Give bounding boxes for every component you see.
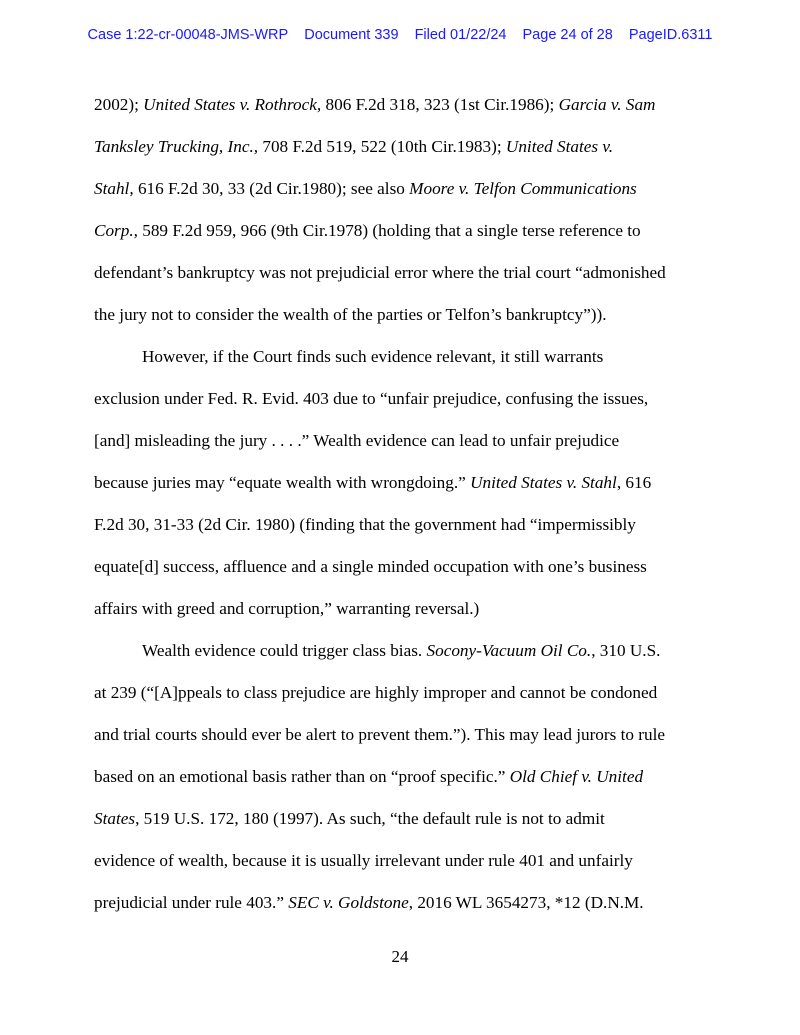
text-segment: , 2016 WL 3654273, *12 (D.N.M. bbox=[408, 893, 644, 912]
case-citation: States bbox=[94, 809, 136, 828]
header-case-number: Case 1:22-cr-00048-JMS-WRP bbox=[87, 27, 289, 43]
text-segment: 589 F.2d 959, 966 (9th Cir.1978) (holding that a single terse reference to bbox=[137, 221, 641, 240]
page-number: 24 bbox=[391, 947, 409, 966]
text-line bbox=[94, 84, 714, 126]
text-segment: based on an emotional basis rather than on “proof specific.” bbox=[94, 767, 510, 786]
text-segment: , 616 bbox=[616, 473, 652, 492]
case-citation: Stahl, bbox=[94, 179, 134, 198]
text-segment: and trial courts should ever be alert to prevent them.”). This may lead jurors to rule bbox=[94, 725, 665, 744]
text-segment: , 519 U.S. 172, 180 (1997). As such, “the default rule is not to admit bbox=[135, 809, 605, 828]
text-line bbox=[94, 798, 714, 840]
header-page-count: Page 24 of 28 bbox=[522, 27, 613, 43]
text-line bbox=[94, 168, 714, 210]
text-line bbox=[94, 252, 714, 294]
text-segment: at 239 (“[A]ppeals to class prejudice are highly improper and cannot be condoned bbox=[94, 683, 658, 702]
text-line bbox=[94, 672, 714, 714]
text-line bbox=[94, 882, 714, 924]
text-line bbox=[94, 294, 714, 336]
case-citation: Garcia v. Sam bbox=[558, 95, 656, 114]
case-header bbox=[0, 27, 800, 43]
text-segment: the jury not to consider the wealth of the parties or Telfon’s bankruptcy”)). bbox=[94, 305, 607, 324]
text-segment: , 310 U.S. bbox=[591, 641, 661, 660]
text-segment: Wealth evidence could trigger class bias. bbox=[142, 641, 427, 660]
header-page-id: PageID.6311 bbox=[628, 27, 713, 43]
text-line bbox=[94, 378, 714, 420]
text-segment: 2002); bbox=[94, 95, 144, 114]
case-citation: SEC v. Goldstone bbox=[288, 893, 409, 912]
case-citation: Tanksley Trucking, Inc., bbox=[94, 137, 259, 156]
text-line bbox=[94, 714, 714, 756]
text-segment: However, if the Court finds such evidence relevant, it still warrants bbox=[142, 347, 604, 366]
text-line bbox=[94, 210, 714, 252]
text-segment: because juries may “equate wealth with wrongdoing.” bbox=[94, 473, 471, 492]
header-filed-date: Filed 01/22/24 bbox=[414, 27, 507, 43]
case-citation: Corp., bbox=[94, 221, 138, 240]
case-citation: Old Chief v. United bbox=[509, 767, 644, 786]
text-segment: F.2d 30, 31-33 (2d Cir. 1980) (finding that the government had “impermissibly bbox=[94, 515, 636, 534]
text-segment: 616 F.2d 30, 33 (2d Cir.1980); see also bbox=[133, 179, 410, 198]
text-segment: 708 F.2d 519, 522 (10th Cir.1983); bbox=[258, 137, 506, 156]
text-line bbox=[94, 756, 714, 798]
case-citation: Moore v. Telfon Communications bbox=[409, 179, 637, 198]
text-segment: 806 F.2d 318, 323 (1st Cir.1986); bbox=[321, 95, 559, 114]
text-line bbox=[94, 462, 714, 504]
text-segment: [and] misleading the jury . . . .” Wealth evidence can lead to unfair prejudice bbox=[94, 431, 620, 450]
case-citation: United States v. Rothrock, bbox=[143, 95, 322, 114]
header-document-number: Document 339 bbox=[304, 27, 399, 43]
text-line bbox=[94, 336, 714, 378]
document-body bbox=[94, 84, 714, 924]
case-citation: Socony-Vacuum Oil Co. bbox=[426, 641, 592, 660]
text-segment: evidence of wealth, because it is usually irrelevant under rule 401 and unfairly bbox=[94, 851, 633, 870]
text-line bbox=[94, 588, 714, 630]
case-citation: United States v. bbox=[505, 137, 613, 156]
text-line bbox=[94, 126, 714, 168]
case-citation: United States v. Stahl bbox=[470, 473, 617, 492]
text-line bbox=[94, 630, 714, 672]
text-line bbox=[94, 504, 714, 546]
text-line bbox=[94, 420, 714, 462]
text-segment: affairs with greed and corruption,” warranting reversal.) bbox=[94, 599, 480, 618]
text-line bbox=[94, 546, 714, 588]
text-line bbox=[94, 840, 714, 882]
text-segment: equate[d] success, affluence and a single minded occupation with one’s business bbox=[94, 557, 647, 576]
text-segment: defendant’s bankruptcy was not prejudicial error where the trial court “admonished bbox=[94, 263, 666, 282]
text-segment: prejudicial under rule 403.” bbox=[94, 893, 289, 912]
text-segment: exclusion under Fed. R. Evid. 403 due to “unfair prejudice, confusing the issues, bbox=[94, 389, 649, 408]
